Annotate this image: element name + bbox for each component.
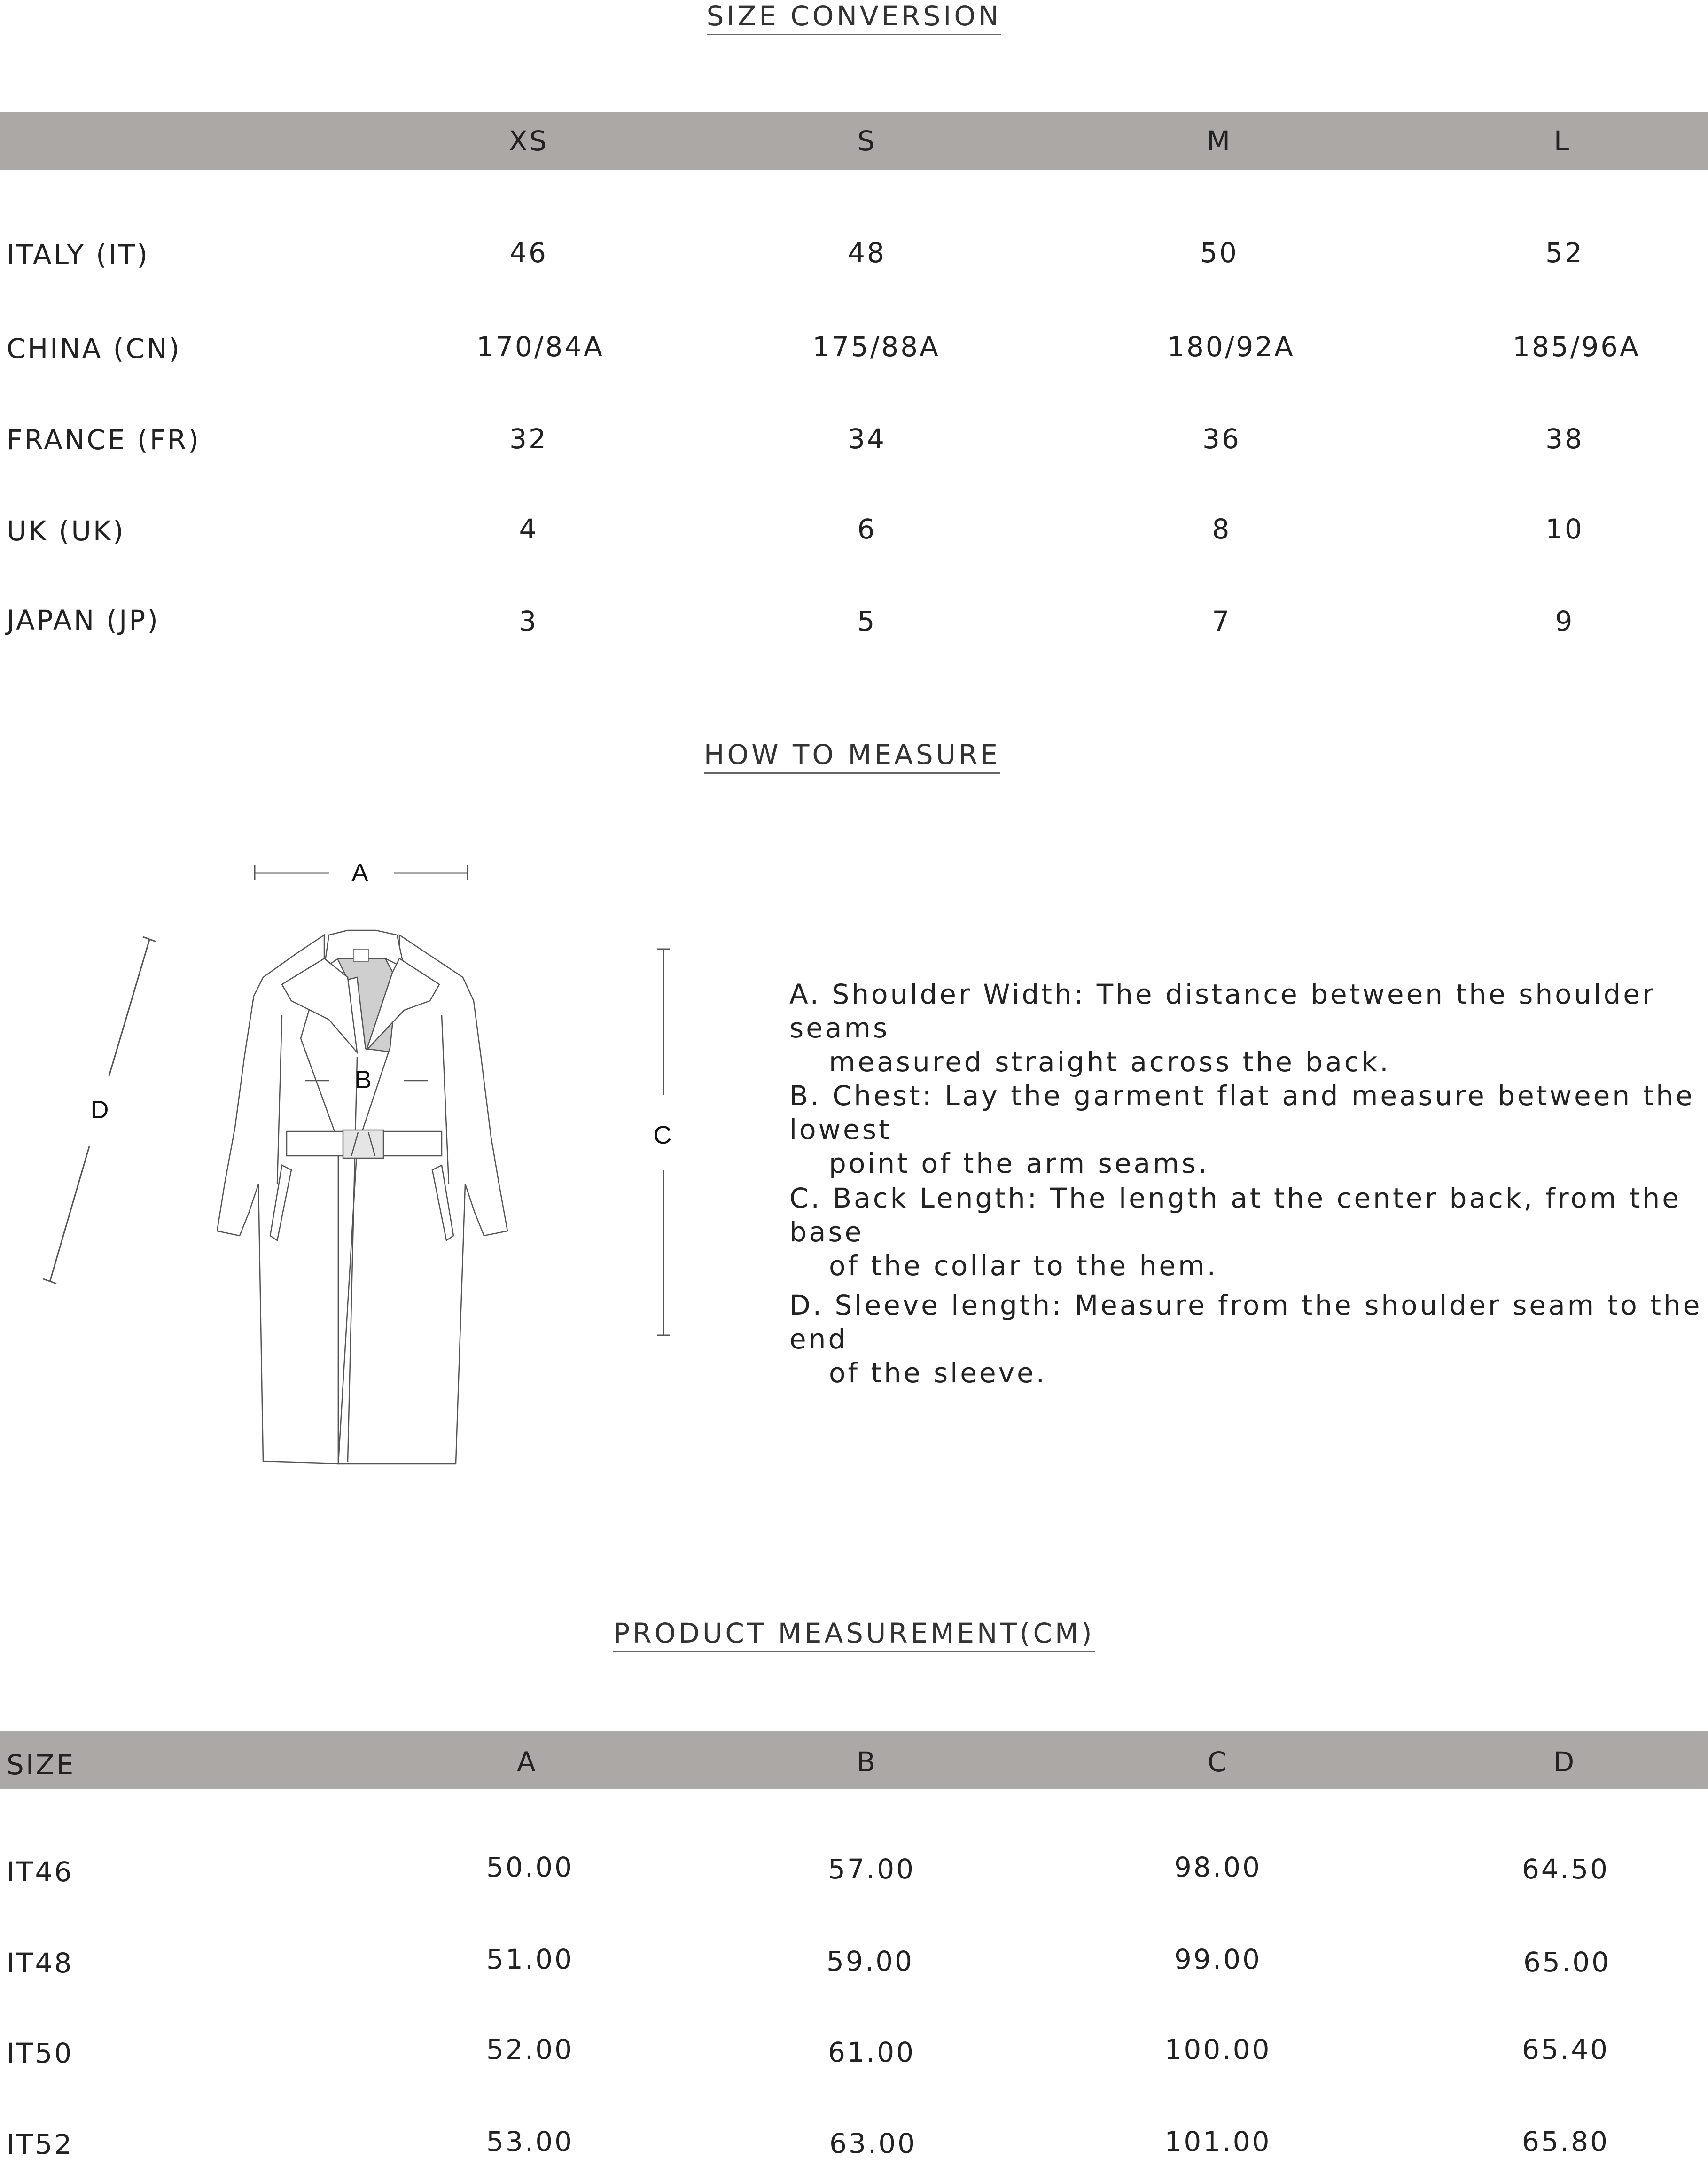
measure-item-a: A. Shoulder Width: The distance between the shoulder seams measured straight across the back. [789,978,1656,1078]
product-header-a: A [517,1746,538,1778]
product-cell: 50.00 [486,1851,574,1883]
label-d: D [90,1096,111,1124]
product-header-d: D [1553,1746,1576,1778]
conversion-cell: 38 [1545,423,1584,455]
coat-illustration [217,930,507,1464]
product-cell: 65.00 [1523,1946,1611,1978]
conversion-header-m: M [1206,125,1232,157]
product-row-label: IT52 [7,2128,74,2160]
measure-item-b: B. Chest: Lay the garment flat and measure between the lowest point of the arm seams. [789,1080,1695,1179]
conversion-cell: 48 [848,237,886,269]
conversion-row-label: UK (UK) [7,515,125,547]
product-cell: 63.00 [829,2127,917,2159]
product-row-label: IT46 [7,1856,74,1888]
conversion-cell: 9 [1555,605,1575,637]
conversion-cell: 3 [519,605,538,637]
conversion-cell: 8 [1212,513,1232,545]
conversion-cell: 36 [1202,423,1241,455]
label-b: B [354,1066,374,1094]
product-measurement-title: PRODUCT MEASUREMENT(CM) [0,1617,1708,1649]
conversion-cell: 10 [1545,513,1584,545]
product-cell: 98.00 [1174,1851,1262,1883]
product-cell: 99.00 [1174,1943,1262,1975]
product-cell: 64.50 [1521,1853,1610,1885]
product-cell: 57.00 [827,1853,916,1885]
product-cell: 65.40 [1521,2034,1610,2065]
measure-item-c: C. Back Length: The length at the center back, from the base of the collar to the hem. [789,1182,1681,1282]
product-cell: 65.80 [1521,2126,1610,2158]
conversion-header-bar [0,112,1708,170]
product-cell: 59.00 [826,1945,914,1977]
product-header-size: SIZE [7,1749,76,1781]
product-row-label: IT48 [7,1947,74,1979]
conversion-cell: 185/96A [1513,331,1640,363]
conversion-row-label: FRANCE (FR) [7,424,201,456]
product-header-b: B [857,1746,877,1778]
label-c: C [653,1121,674,1149]
size-conversion-title: SIZE CONVERSION [0,0,1708,32]
conversion-header-xs: XS [508,125,549,157]
how-to-measure-title: HOW TO MEASURE [0,739,1706,771]
conversion-cell: 6 [857,513,877,545]
conversion-cell: 5 [857,605,877,637]
measure-item-d: D. Sleeve length: Measure from the shoulder seam to the end of the sleeve. [789,1289,1702,1389]
conversion-cell: 50 [1200,237,1239,269]
conversion-cell: 46 [509,237,548,269]
conversion-header-s: S [857,125,877,157]
coat-diagram [0,836,705,1485]
product-row-label: IT50 [7,2037,74,2069]
conversion-cell: 4 [519,513,538,545]
conversion-cell: 32 [509,423,548,455]
product-cell: 100.00 [1164,2034,1271,2065]
conversion-row-label: ITALY (IT) [7,239,149,271]
product-cell: 52.00 [486,2034,574,2065]
conversion-cell: 175/88A [812,331,940,363]
product-cell: 61.00 [827,2036,916,2068]
conversion-row-label: CHINA (CN) [7,333,181,365]
product-header-bar [0,1731,1708,1789]
product-cell: 101.00 [1164,2126,1271,2158]
product-cell: 53.00 [486,2126,574,2158]
conversion-cell: 7 [1212,605,1232,637]
conversion-header-l: L [1553,125,1571,157]
conversion-row-label: JAPAN (JP) [7,604,160,636]
conversion-cell: 34 [848,423,886,455]
label-a: A [351,859,371,887]
conversion-cell: 52 [1545,237,1584,269]
product-header-c: C [1207,1746,1229,1778]
conversion-cell: 170/84A [476,331,604,363]
product-cell: 51.00 [486,1943,574,1975]
conversion-cell: 180/92A [1167,331,1295,363]
